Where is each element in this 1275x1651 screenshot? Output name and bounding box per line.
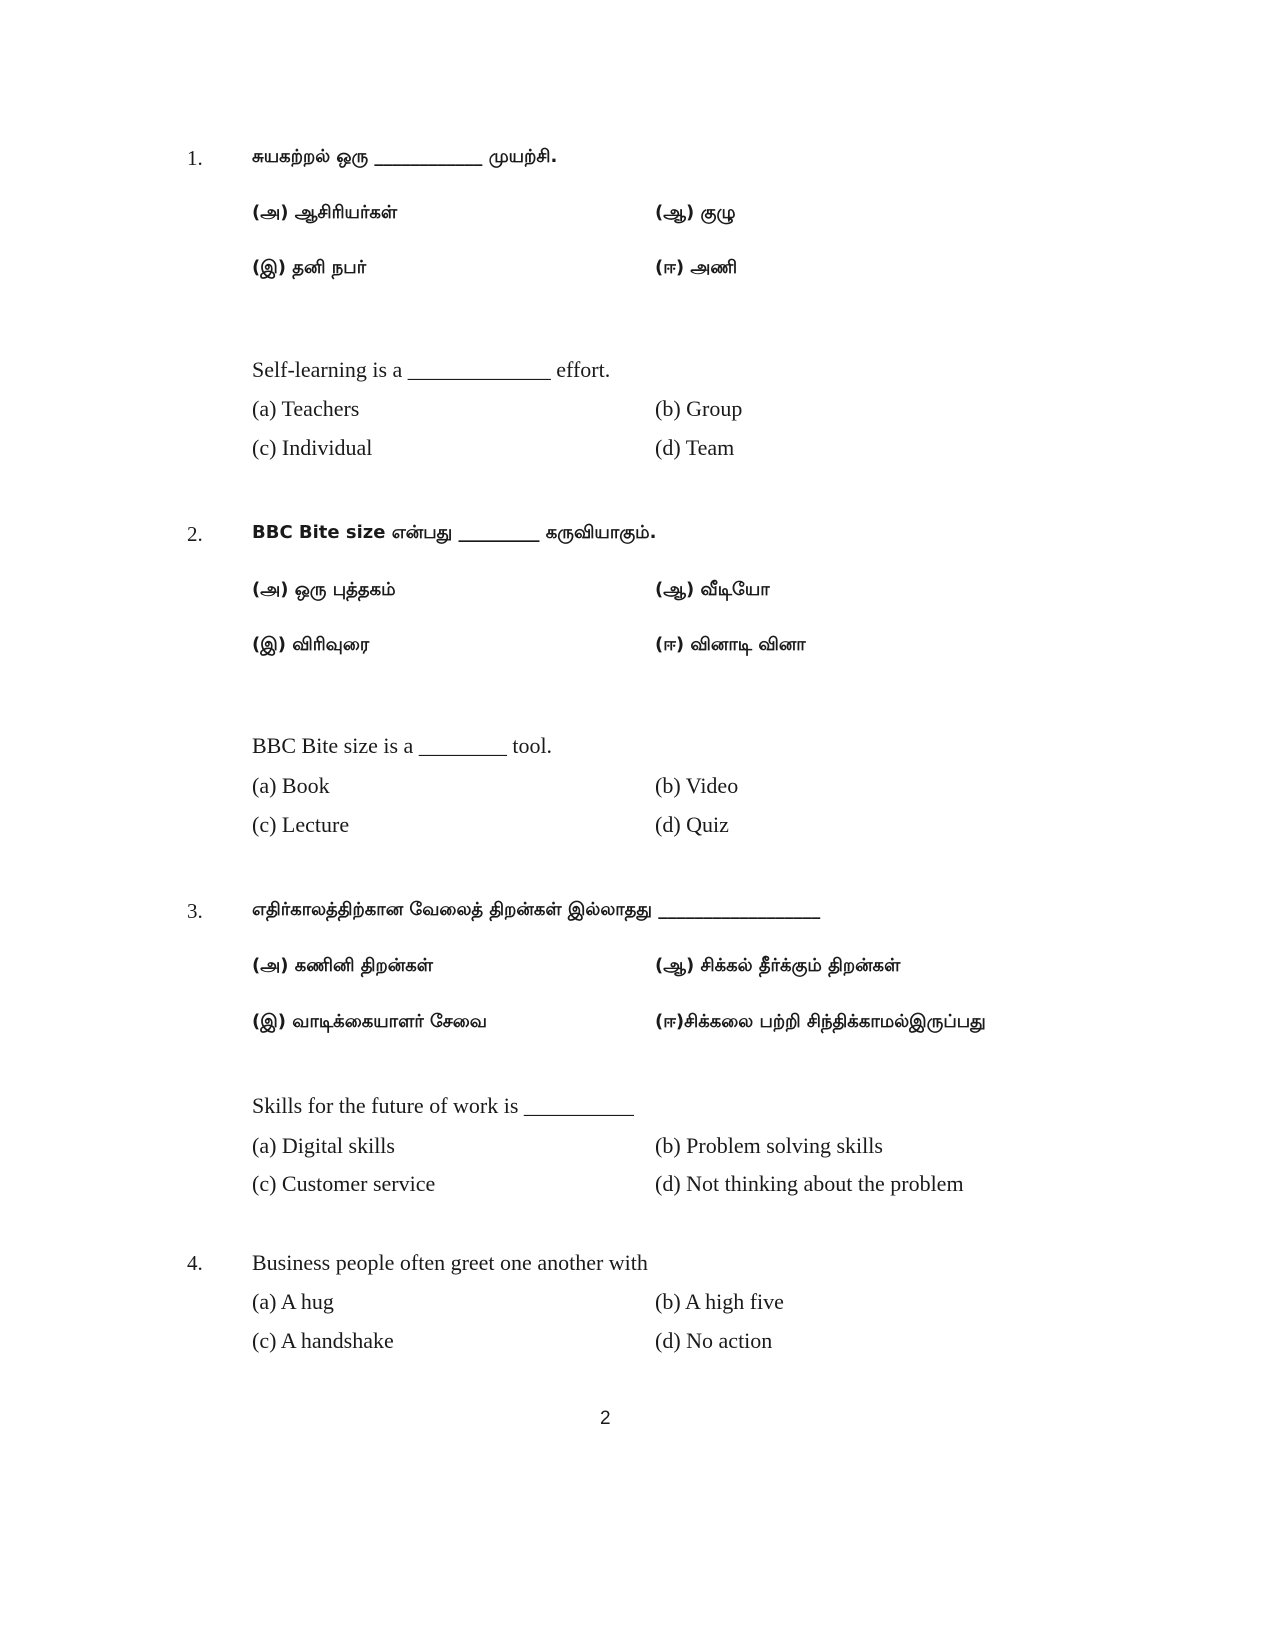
english-question-stem: Skills for the future of work is __________ [252, 1093, 634, 1118]
tamil-option-c: (இ) தனி நபர் [252, 257, 367, 278]
english-option-c: (c) Customer service [252, 1171, 436, 1196]
question-number: 3. [187, 899, 203, 923]
english-option-b: (b) Group [655, 396, 743, 421]
tamil-question-stem: எதிர்காலத்திற்கான வேலைத் திறன்கள் இல்லாதது __________________ [252, 899, 821, 920]
english-option-c: (c) Lecture [252, 812, 350, 837]
english-question-stem: BBC Bite size is a ________ tool. [252, 733, 553, 758]
tamil-option-b: (ஆ) சிக்கல் தீர்க்கும் திறன்கள் [655, 955, 901, 976]
tamil-option-a: (அ) ஒரு புத்தகம் [252, 579, 396, 600]
english-option-d: (d) Team [655, 435, 735, 460]
english-question-stem: Self-learning is a _____________ effort. [252, 357, 611, 382]
question-number: 4. [187, 1251, 203, 1275]
english-option-a: (a) Digital skills [252, 1133, 395, 1158]
tamil-option-d: (ஈ)சிக்கலை பற்றி சிந்திக்காமல்இருப்பது [655, 1011, 986, 1032]
english-option-a: (a) Book [252, 773, 330, 798]
english-option-a: (a) Teachers [252, 396, 360, 421]
tamil-option-a: (அ) ஆசிரியர்கள் [252, 202, 398, 223]
english-option-c: (c) A handshake [252, 1328, 394, 1353]
page-number: 2 [600, 1408, 611, 1429]
question-number: 1. [187, 146, 203, 170]
tamil-option-b: (ஆ) வீடியோ [655, 579, 770, 600]
tamil-question-stem: BBC Bite size என்பது _________ கருவியாகும். [252, 522, 657, 543]
tamil-option-b: (ஆ) குழு [655, 202, 736, 223]
english-option-b: (b) Problem solving skills [655, 1133, 883, 1158]
tamil-question-stem: சுயகற்றல் ஒரு ____________ முயற்சி. [252, 146, 558, 167]
english-option-a: (a) A hug [252, 1289, 334, 1314]
english-question-stem: Business people often greet one another with [252, 1250, 648, 1275]
tamil-option-a: (அ) கணினி திறன்கள் [252, 955, 434, 976]
tamil-option-d: (ஈ) அணி [655, 257, 738, 278]
english-option-b: (b) Video [655, 773, 739, 798]
question-number: 2. [187, 522, 203, 546]
english-option-c: (c) Individual [252, 435, 373, 460]
tamil-option-c: (இ) வாடிக்கையாளர் சேவை [252, 1011, 488, 1032]
tamil-option-d: (ஈ) வினாடி வினா [655, 634, 806, 655]
english-option-b: (b) A high five [655, 1289, 784, 1314]
tamil-option-c: (இ) விரிவுரை [252, 634, 370, 655]
english-option-d: (d) Quiz [655, 812, 729, 837]
english-option-d: (d) Not thinking about the problem [655, 1171, 964, 1196]
english-option-d: (d) No action [655, 1328, 773, 1353]
